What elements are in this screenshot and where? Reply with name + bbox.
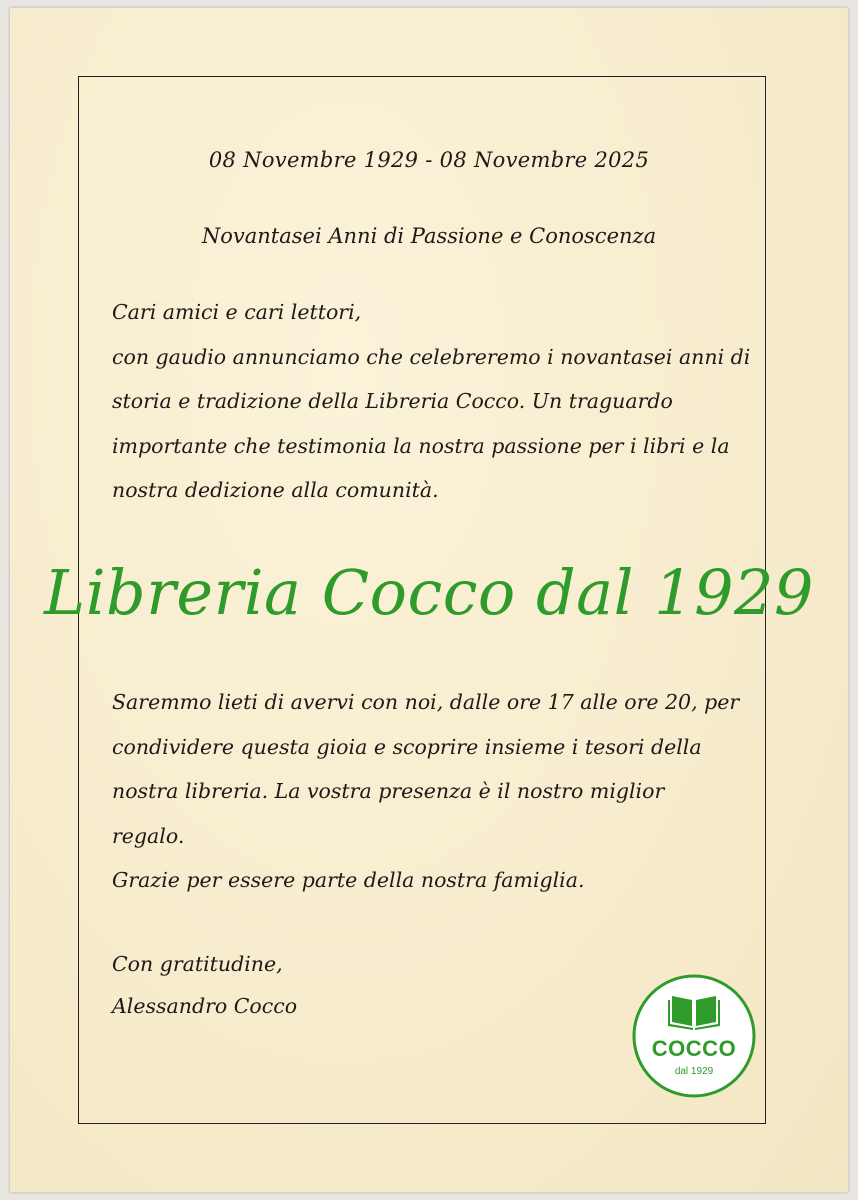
text-line: storia e tradizione della Libreria Cocco. Un traguardo xyxy=(112,389,673,413)
signature-block xyxy=(112,943,297,1027)
intro-paragraph xyxy=(112,290,752,513)
text-line: nostra dedizione alla comunità. xyxy=(112,478,439,502)
text-line: nostra libreria. La vostra presenza è il nostro miglior xyxy=(112,779,665,803)
signature: Alessandro Cocco xyxy=(112,994,298,1018)
text-line: importante che testimonia la nostra passione per i libri e la xyxy=(112,433,730,458)
text-line: con gaudio annunciamo che celebreremo i novantasei anni di xyxy=(112,344,751,369)
cocco-logo xyxy=(632,974,756,1098)
text-line: regalo. xyxy=(112,823,185,848)
text-line: Saremmo lieti di avervi con noi, dalle ore 17 alle ore 20, per xyxy=(112,690,740,714)
subtitle: Novantasei Anni di Passione e Conoscenza xyxy=(201,224,657,248)
text-line: condividere questa gioia e scoprire insieme i tesori della xyxy=(112,734,702,759)
main-title: Libreria Cocco dal 1929 xyxy=(44,556,814,629)
text-line: Grazie per essere parte della nostra famiglia. xyxy=(112,868,585,892)
closing: Con gratitudine, xyxy=(112,952,283,976)
invitation-paragraph xyxy=(112,680,752,903)
logo-since: dal 1929 xyxy=(674,1066,714,1077)
text-line: Cari amici e cari lettori, xyxy=(112,300,362,324)
logo-name: COCCO xyxy=(651,1036,737,1061)
anniversary-dates: 08 Novembre 1929 - 08 Novembre 2025 xyxy=(208,148,650,172)
